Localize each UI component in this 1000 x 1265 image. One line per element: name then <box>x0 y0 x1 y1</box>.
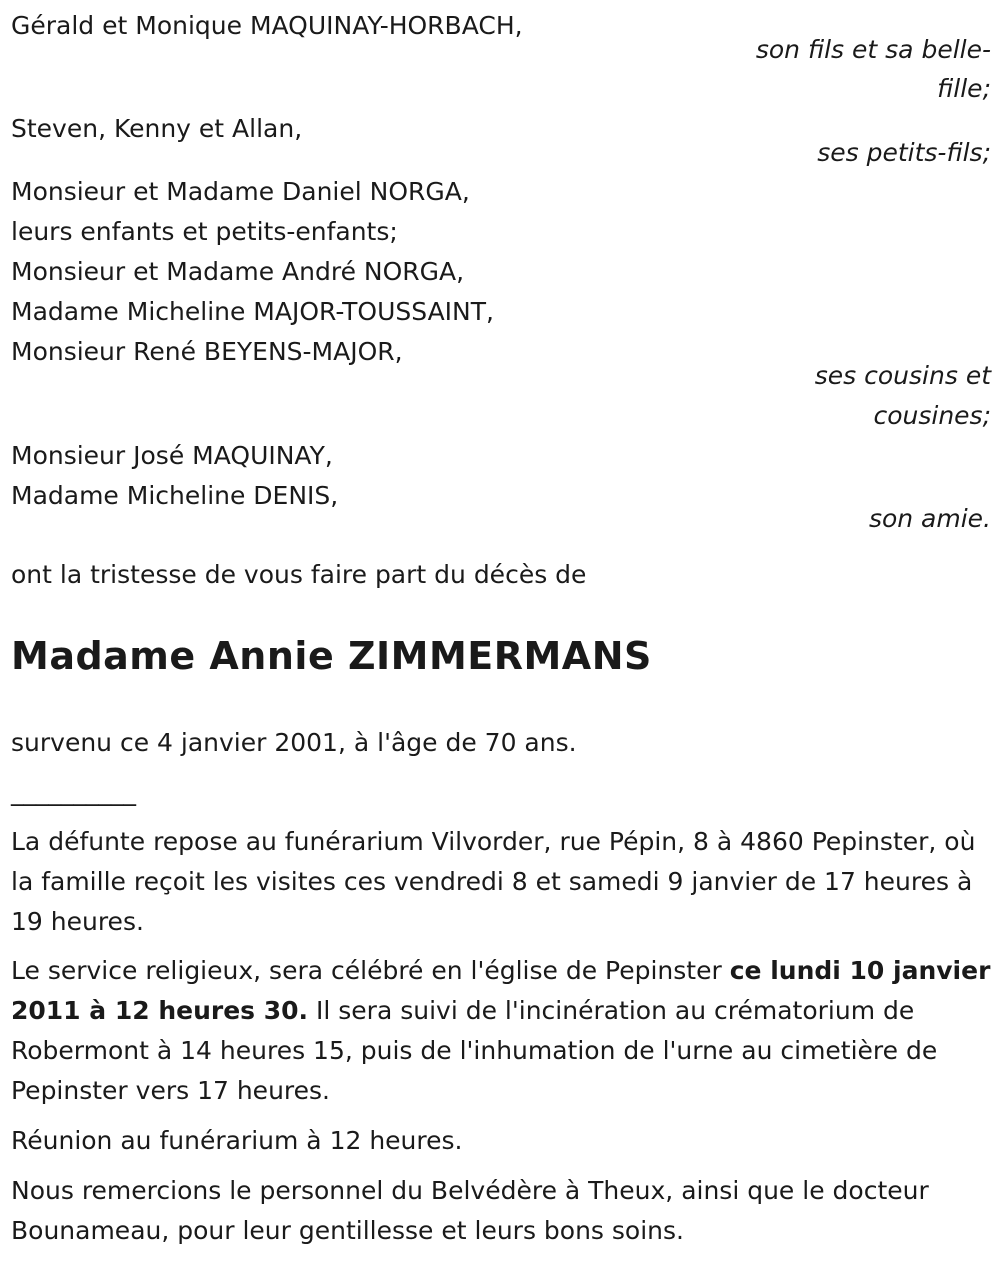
announcement-text: ont la tristesse de vous faire part du décès de <box>11 560 587 589</box>
thanks-paragraph: Nous remercions le personnel du Belvédère à Theux, ainsi que le docteur Bounameau, pour leur gentillesse et leurs bons soins. <box>11 1176 929 1245</box>
relation-label: cousines; <box>873 401 991 430</box>
family-line: Madame Micheline DENIS, <box>11 481 339 510</box>
relation-label: son amie. <box>868 504 991 533</box>
service-text-end: Il sera suivi de l'incinération au crématorium de Robermont à 14 heures 15, puis de l'inhumation de l'urne au cimetière de Pepinster vers 17 heures. <box>11 996 938 1105</box>
family-line: Gérald et Monique MAQUINAY-HORBACH, <box>11 11 523 40</box>
service-date-bold: ce lundi 10 janvier 2011 à 12 heures 30. <box>11 956 991 1025</box>
visitation-paragraph: La défunte repose au funérarium Vilvorder, rue Pépin, 8 à 4860 Pepinster, où la famille reçoit les visites ces vendredi 8 et samedi 9 janvier de 17 heures à 19 heures. <box>11 827 976 936</box>
family-line: Monsieur et Madame André NORGA, <box>11 257 465 286</box>
family-line: leurs enfants et petits-enfants; <box>11 217 398 246</box>
family-line: Monsieur et Madame Daniel NORGA, <box>11 177 470 206</box>
relation-label: ses petits-fils; <box>817 138 991 167</box>
service-text-start: Le service religieux, sera célébré en l'église de Pepinster <box>11 956 730 985</box>
relation-label: son fils et sa belle- <box>755 35 991 64</box>
death-info: survenu ce 4 janvier 2001, à l'âge de 70 ans. <box>11 728 577 757</box>
relation-label: fille; <box>937 74 991 103</box>
relation-label: ses cousins et <box>814 361 991 390</box>
separator-line: __________ <box>11 777 136 806</box>
deceased-name: Madame Annie ZIMMERMANS <box>11 634 652 678</box>
obituary-notice <box>11 0 991 1265</box>
family-line: Madame Micheline MAJOR-TOUSSAINT, <box>11 297 494 326</box>
family-line: Monsieur José MAQUINAY, <box>11 441 333 470</box>
service-paragraph <box>11 951 991 1111</box>
family-line: Steven, Kenny et Allan, <box>11 114 303 143</box>
family-line: Monsieur René BEYENS-MAJOR, <box>11 337 403 366</box>
reunion-paragraph: Réunion au funérarium à 12 heures. <box>11 1126 463 1155</box>
